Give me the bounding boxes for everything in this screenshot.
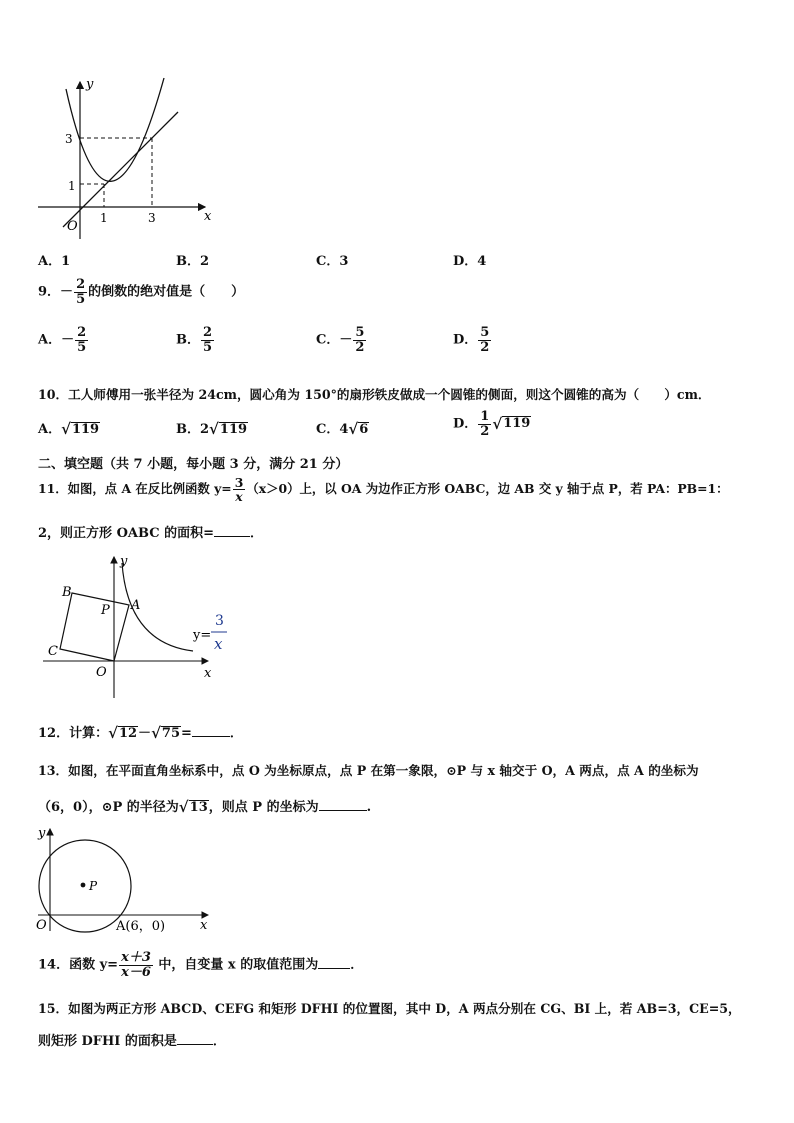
fraction: $\frac{5}{2}$	[480, 325, 490, 355]
option-label: D．	[453, 254, 478, 269]
question-10: 10．工人师傅用一张半径为 24cm，圆心角为 150°的扇形铁皮做成一个圆锥的侧面，则这个圆锥的高为（ ）cm．	[38, 387, 711, 402]
y-axis-label: y	[120, 554, 128, 569]
q8-option-d[interactable]	[453, 250, 486, 269]
fraction: $\frac{5}{2}$	[355, 325, 365, 355]
question-13-line2: （6，0），⊙P 的半径为 √ 13 ，则点 P 的坐标为 .	[38, 798, 372, 817]
square-root: √ 119	[209, 420, 248, 439]
square-root: √ 119	[61, 420, 100, 439]
square-root: √ 13	[178, 798, 208, 817]
square-root: √ 75	[151, 724, 181, 743]
origin-label: O	[67, 219, 78, 234]
tick-label: 1	[100, 211, 108, 225]
q8-option-b[interactable]	[176, 250, 209, 269]
question-number: 9．	[38, 284, 61, 300]
point-label: C	[48, 644, 58, 659]
tick-label: 1	[68, 179, 76, 193]
option-label: C．	[316, 254, 340, 269]
question-9	[38, 278, 244, 306]
origin-label: O	[96, 665, 107, 680]
question-11-line1: 11．如图，点 A 在反比例函数 y= $\frac{3}{x}$ （x＞0）上，以 OA 为边作正方形 OABC，边 AB 交 y 轴于点 P，若 PA：PB=1：	[38, 475, 729, 505]
question-15-line2: 则矩形 DFHI 的面积是 ．	[38, 1034, 226, 1049]
q8-option-a[interactable]	[38, 250, 70, 269]
y-axis-label: y	[86, 77, 94, 92]
option-label: A．	[38, 254, 62, 269]
answer-blank[interactable]	[214, 536, 250, 537]
q10-option-c[interactable]: C．4 √ 6	[316, 420, 369, 439]
x-axis-label: x	[204, 209, 212, 224]
center-point-p	[81, 883, 86, 888]
question-13-line1: 13．如图，在平面直角坐标系中，点 O 为坐标原点，点 P 在第一象限，⊙P 与 x 轴交于 O，A 两点，点 A 的坐标为	[38, 763, 699, 778]
point-a-label: A(6，0)	[116, 919, 166, 934]
origin-label: O	[36, 918, 47, 933]
q9-option-c[interactable]: C．－ $\frac{5}{2}$	[316, 325, 365, 355]
point-label: B	[62, 585, 72, 600]
question-text: 的倒数的绝对值是（ ）	[88, 284, 245, 300]
question-8-graph	[30, 74, 220, 244]
q10-option-b[interactable]: B．2 √ 119	[176, 420, 248, 439]
fraction: $\frac{2}{5}$	[203, 325, 213, 355]
fraction: $\frac{2}{5}$	[76, 277, 86, 307]
q9-option-b[interactable]: B． $\frac{2}{5}$	[176, 325, 213, 355]
q10-option-a[interactable]: A． √ 119	[38, 420, 100, 439]
point-label: P	[89, 879, 98, 893]
point-label: A	[131, 598, 141, 613]
answer-blank[interactable]	[192, 736, 230, 737]
square-root: √ 119	[492, 415, 531, 434]
question-14: 14．函数 y= $\frac{x+3}{x-6}$ 中，自变量 x 的取值范围为 ．	[38, 950, 364, 980]
point-label: P	[101, 603, 110, 618]
option-value: 4	[477, 254, 487, 269]
section-heading: 二、填空题（共 7 小题，每小题 3 分，满分 21 分）	[38, 457, 349, 472]
answer-blank[interactable]	[318, 968, 350, 969]
option-value: 3	[339, 254, 349, 269]
fraction: $\frac{1}{2}$	[480, 409, 490, 439]
tick-label: 3	[148, 211, 156, 225]
q8-option-c[interactable]	[316, 250, 348, 269]
tick-label: 3	[65, 132, 73, 146]
function-label-numerator: 3	[215, 613, 224, 629]
option-value: 2	[200, 254, 210, 269]
question-11-figure	[38, 553, 238, 703]
function-label-denominator: x	[214, 635, 223, 653]
fraction: $\frac{x+3}{x-6}$	[121, 950, 151, 980]
q9-option-d[interactable]: D． $\frac{5}{2}$	[453, 325, 490, 355]
parabola-curve	[66, 78, 164, 181]
x-axis-label: x	[204, 666, 212, 681]
question-15-line1: 15．如图为两正方形 ABCD、CEFG 和矩形 DFHI 的位置图，其中 D，A 两点分别在 CG、BI 上，若 AB=3，CE=5，	[38, 1001, 741, 1016]
square-root: √ 6	[348, 420, 369, 439]
answer-blank[interactable]	[177, 1044, 213, 1045]
option-value: 1	[61, 254, 71, 269]
fraction: $\frac{3}{x}$	[234, 475, 244, 505]
function-label: y=	[193, 628, 212, 643]
square-oabc	[60, 593, 129, 661]
question-13-figure	[30, 823, 220, 938]
minus-sign: －	[60, 284, 74, 300]
q9-option-a[interactable]: A．－ $\frac{2}{5}$	[38, 325, 87, 355]
fraction: $\frac{2}{5}$	[77, 325, 87, 355]
answer-blank[interactable]	[319, 810, 367, 811]
question-12: 12．计算： √ 12 － √ 75 = ．	[38, 724, 243, 743]
x-axis-label: x	[200, 918, 208, 933]
question-11-line2: 2，则正方形 OABC 的面积= ．	[38, 526, 263, 541]
square-root: √ 12	[108, 724, 138, 743]
y-axis-label: y	[38, 826, 46, 841]
q10-option-d[interactable]: D． $\frac{1}{2}$ √ 119	[453, 409, 531, 439]
option-label: B．	[176, 254, 200, 269]
